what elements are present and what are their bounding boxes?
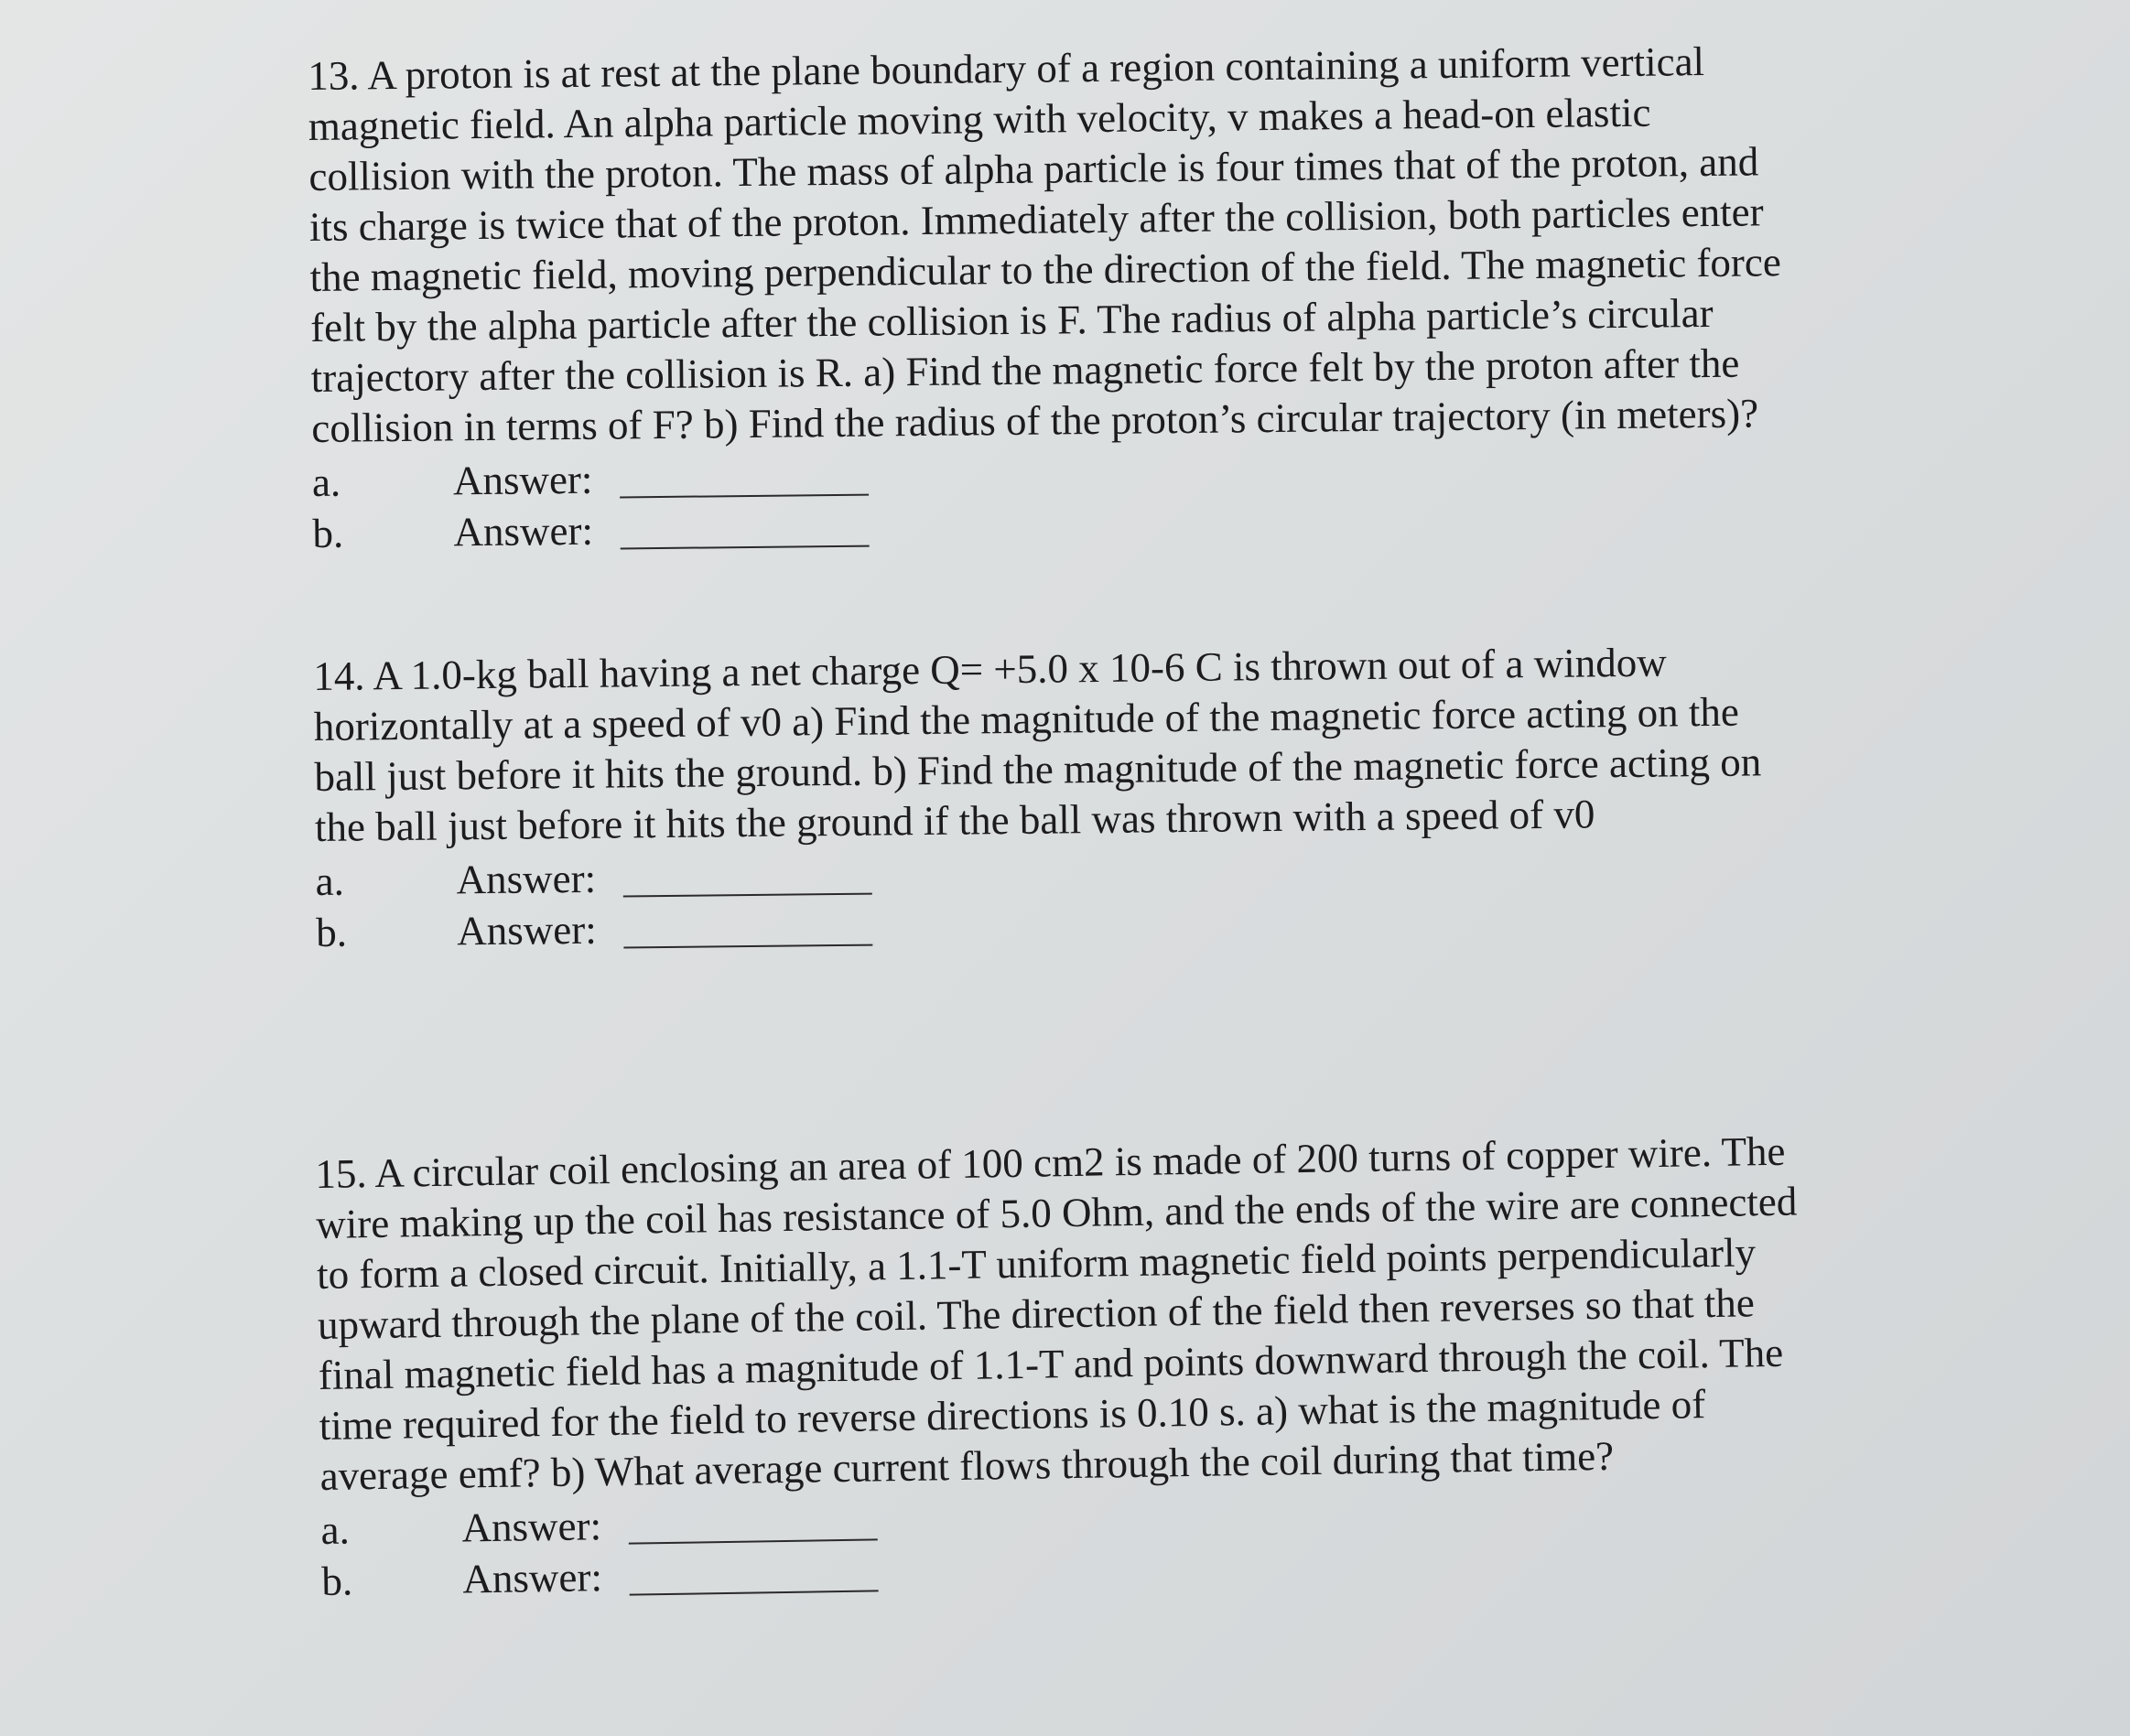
- answer-letter: b.: [312, 510, 344, 556]
- question-text-line: 13. A proton is at rest at the plane boundary of a region containing a uniform vertical: [308, 38, 1705, 99]
- answer-block: [320, 1480, 1933, 1608]
- question-text-line: the magnetic field, moving perpendicular to the direction of the field. The magnetic force: [309, 239, 1782, 300]
- question-15: [315, 1124, 1933, 1608]
- question-text-line: felt by the alpha particle after the collision is F. The radius of alpha particle’s circular: [309, 289, 1714, 350]
- answer-letter: a.: [315, 857, 345, 904]
- question-text-line: 15. A circular coil enclosing an area of 100 cm2 is made of 200 turns of copper wire. The: [315, 1127, 1786, 1197]
- answer-letter: a.: [320, 1506, 351, 1553]
- answer-label: Answer:: [461, 1503, 602, 1551]
- question-text-line: time required for the field to reverse directions is 0.10 s. a) what is the magnitude of: [319, 1381, 1706, 1449]
- question-13: [308, 35, 1924, 560]
- question-text-line: final magnetic field has a magnitude of 1.1-T and points downward through the coil. The: [318, 1329, 1784, 1398]
- question-text-line: collision in terms of F? b) Find the radius of the proton’s circular trajectory (in meters)?: [311, 390, 1759, 451]
- answer-blank[interactable]: [621, 545, 870, 550]
- question-text-line: ball just before it hits the ground. b) Find the magnitude of the magnetic force acting on: [314, 739, 1762, 800]
- question-text-line: its charge is twice that of the proton. Immediately after the collision, both particles enter: [308, 189, 1764, 250]
- question-text-line: 14. A 1.0-kg ball having a net charge Q= +5.0 x 10-6 C is thrown out of a window: [313, 639, 1667, 699]
- question-text-line: average emf? b) What average current flows through the coil during that time?: [319, 1432, 1615, 1499]
- answer-blank[interactable]: [623, 944, 872, 949]
- question-text-line: upward through the plane of the coil. The direction of the field then reverses so that the: [317, 1279, 1756, 1348]
- question-text-line: wire making up the coil has resistance of 5.0 Ohm, and the ends of the wire are connected: [315, 1178, 1798, 1247]
- answer-label: Answer:: [462, 1554, 603, 1602]
- answer-letter: b.: [321, 1558, 353, 1604]
- answer-label: Answer:: [456, 855, 597, 903]
- answer-blank[interactable]: [620, 494, 869, 499]
- answer-label: Answer:: [456, 906, 597, 954]
- answer-letter: a.: [311, 458, 341, 505]
- question-text-line: the ball just before it hits the ground if the ball was thrown with a speed of v0: [314, 791, 1595, 850]
- question-text-line: collision with the proton. The mass of alpha particle is four times that of the proton, and: [308, 138, 1759, 199]
- answer-label: Answer:: [452, 456, 593, 504]
- question-text-line: magnetic field. An alpha particle moving with velocity, v makes a head-on elastic: [308, 89, 1651, 149]
- answer-block: [312, 441, 1924, 560]
- question-14: [313, 635, 1927, 959]
- answer-blank[interactable]: [623, 893, 872, 898]
- answer-block: [315, 840, 1927, 959]
- answer-blank[interactable]: [630, 1590, 879, 1595]
- question-text-line: to form a closed circuit. Initially, a 1.1-T uniform magnetic field points perpendicularly: [316, 1229, 1757, 1298]
- answer-letter: b.: [315, 909, 348, 955]
- answer-label: Answer:: [453, 507, 594, 555]
- answer-blank[interactable]: [629, 1538, 878, 1544]
- question-text-line: trajectory after the collision is R. a) Find the magnetic force felt by the proton after the: [310, 340, 1740, 401]
- question-text-line: horizontally at a speed of v0 a) Find the magnitude of the magnetic force acting on the: [313, 688, 1740, 749]
